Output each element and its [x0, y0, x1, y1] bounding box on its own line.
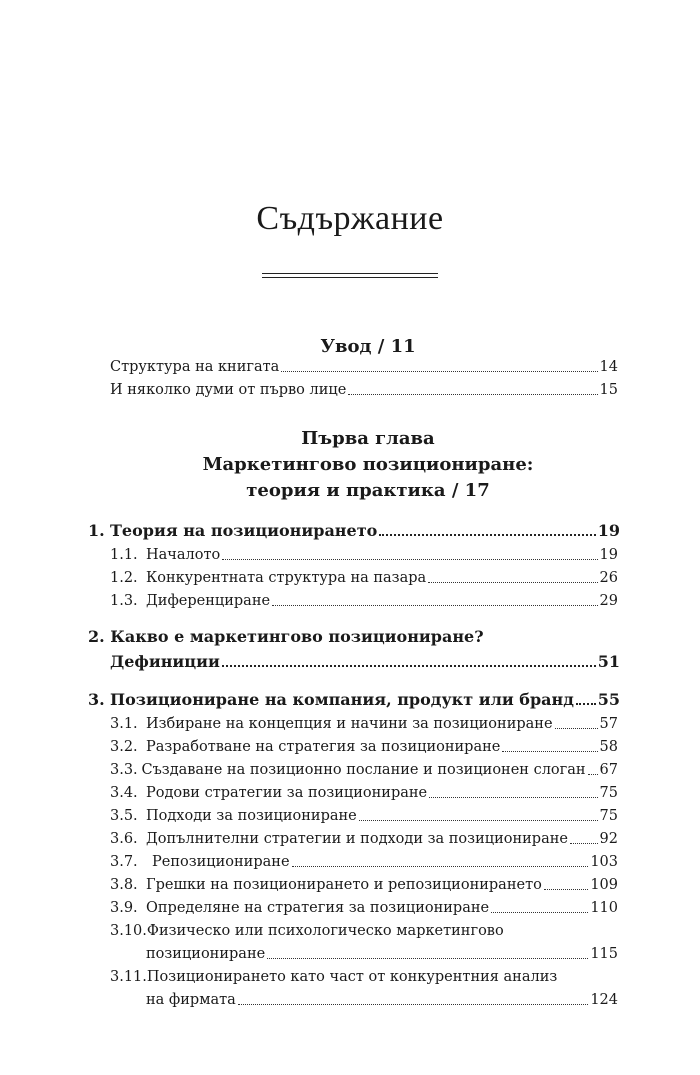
toc-entry-text: И няколко думи от първо лице	[110, 382, 347, 398]
subsection-number: 1.3.	[110, 593, 138, 609]
subsection-text: Подходи за позициониране	[146, 808, 357, 824]
subsection-number: 3.10.	[110, 923, 147, 939]
toc-subsection[interactable]	[110, 759, 618, 781]
toc-entry-text: Структура на книгата	[110, 359, 280, 375]
subsection-page: 115	[590, 946, 618, 962]
intro-heading[interactable]: Увод / 11	[320, 336, 416, 357]
title-divider	[262, 273, 438, 278]
leader-dots	[272, 604, 597, 606]
subsection-number: 3.3.	[110, 762, 138, 778]
subsection-number: 1.1.	[110, 547, 138, 563]
subsection-page: 75	[599, 808, 618, 824]
chapter-title-line[interactable]: теория и практика / 17	[246, 480, 490, 501]
subsection-number: 3.5.	[110, 808, 138, 824]
section-number: 1.	[88, 521, 105, 540]
toc-subsection[interactable]	[110, 590, 618, 612]
subsection-number: 3.7.	[110, 854, 138, 870]
subsection-page: 29	[599, 593, 618, 609]
toc-section[interactable]	[88, 689, 620, 711]
subsection-text: Конкурентната структура на пазара	[146, 570, 427, 586]
chapter-title-line[interactable]: Маркетингово позициониране:	[202, 454, 534, 475]
toc-subsection[interactable]	[110, 828, 618, 850]
leader-dots	[428, 581, 597, 583]
leader-dots	[576, 702, 596, 705]
subsection-page: 109	[590, 877, 618, 893]
toc-subsection[interactable]	[146, 943, 618, 965]
subsection-text: Диференциране	[146, 593, 271, 609]
toc-entry[interactable]	[110, 356, 618, 378]
leader-dots	[348, 393, 597, 395]
subsection-page: 67	[599, 762, 618, 778]
toc-subsection[interactable]	[110, 736, 618, 758]
subsection-page: 92	[599, 831, 618, 847]
leader-dots	[222, 558, 597, 560]
toc-entry-page: 15	[599, 382, 618, 398]
subsection-text-cont: позициониране	[146, 946, 266, 962]
subsection-text: Началото	[146, 547, 221, 563]
toc-subsection[interactable]	[110, 805, 618, 827]
subsection-text: Избиране на концепция и начини за позициониране	[146, 716, 553, 732]
toc-section[interactable]	[110, 651, 620, 673]
subsection-page: 110	[590, 900, 618, 916]
leader-dots	[544, 888, 588, 890]
leader-dots	[238, 1003, 589, 1005]
leader-dots	[555, 727, 598, 729]
subsection-number: 3.9.	[110, 900, 138, 916]
page-title: Съдържание	[256, 200, 444, 237]
subsection-number: 1.2.	[110, 570, 138, 586]
subsection-number: 3.1.	[110, 716, 138, 732]
section-number: 3.	[88, 690, 105, 709]
section-text: Позициониране на компания, продукт или бранд	[110, 690, 574, 709]
toc-section[interactable]	[88, 520, 620, 542]
leader-dots	[222, 664, 596, 667]
leader-dots	[429, 796, 597, 798]
toc-subsection[interactable]	[110, 851, 618, 873]
section-page: 55	[597, 690, 620, 709]
subsection-text: Физическо или психологическо маркетингово	[146, 923, 504, 939]
subsection-text: Позиционирането като част от конкурентния анализ	[146, 969, 558, 985]
toc-subsection[interactable]	[110, 874, 618, 896]
toc-subsection[interactable]	[146, 989, 618, 1011]
subsection-page: 19	[599, 547, 618, 563]
leader-dots	[570, 842, 598, 844]
leader-dots	[502, 750, 597, 752]
leader-dots	[491, 911, 588, 913]
toc-subsection[interactable]	[110, 567, 618, 589]
toc-subsection[interactable]	[110, 544, 618, 566]
subsection-text: Допълнителни стратегии и подходи за позициониране	[146, 831, 568, 847]
subsection-page: 75	[599, 785, 618, 801]
subsection-text: Грешки на позиционирането и репозиционирането	[146, 877, 542, 893]
section-page: 19	[597, 521, 620, 540]
section-number: 2.	[88, 627, 105, 646]
leader-dots	[359, 819, 598, 821]
leader-dots	[292, 865, 589, 867]
chapter-label: Първа глава	[301, 428, 435, 449]
subsection-page: 124	[590, 992, 618, 1008]
subsection-page: 103	[590, 854, 618, 870]
section-text: Какво е маркетингово позициониране?	[110, 627, 484, 646]
toc-entry[interactable]	[110, 379, 618, 401]
toc-subsection-line1[interactable]	[110, 966, 557, 988]
section-text-cont: Дефиниции	[110, 652, 220, 671]
toc-entry-page: 14	[599, 359, 618, 375]
subsection-text-cont: на фирмата	[146, 992, 236, 1008]
leader-dots	[588, 773, 598, 775]
toc-subsection[interactable]	[110, 713, 618, 735]
subsection-text: Създаване на позиционно послание и позиционен слоган	[141, 762, 586, 778]
subsection-number: 3.6.	[110, 831, 138, 847]
subsection-number: 3.4.	[110, 785, 138, 801]
subsection-page: 58	[599, 739, 618, 755]
subsection-text: Определяне на стратегия за позициониране	[146, 900, 490, 916]
section-page: 51	[597, 652, 620, 671]
leader-dots	[379, 533, 595, 536]
subsection-page: 57	[599, 716, 618, 732]
section-text: Теория на позиционирането	[110, 521, 378, 540]
subsection-page: 26	[599, 570, 618, 586]
toc-section-line1[interactable]	[88, 626, 484, 648]
leader-dots	[267, 957, 588, 959]
toc-subsection[interactable]	[110, 782, 618, 804]
leader-dots	[281, 370, 597, 372]
subsection-text: Родови стратегии за позициониране	[146, 785, 428, 801]
toc-subsection-line1[interactable]	[110, 920, 504, 942]
subsection-text: Разработване на стратегия за позициониране	[146, 739, 501, 755]
subsection-number: 3.11.	[110, 969, 147, 985]
toc-subsection[interactable]	[110, 897, 618, 919]
subsection-number: 3.2.	[110, 739, 138, 755]
subsection-number: 3.8.	[110, 877, 138, 893]
subsection-text: Репозициониране	[152, 854, 290, 870]
